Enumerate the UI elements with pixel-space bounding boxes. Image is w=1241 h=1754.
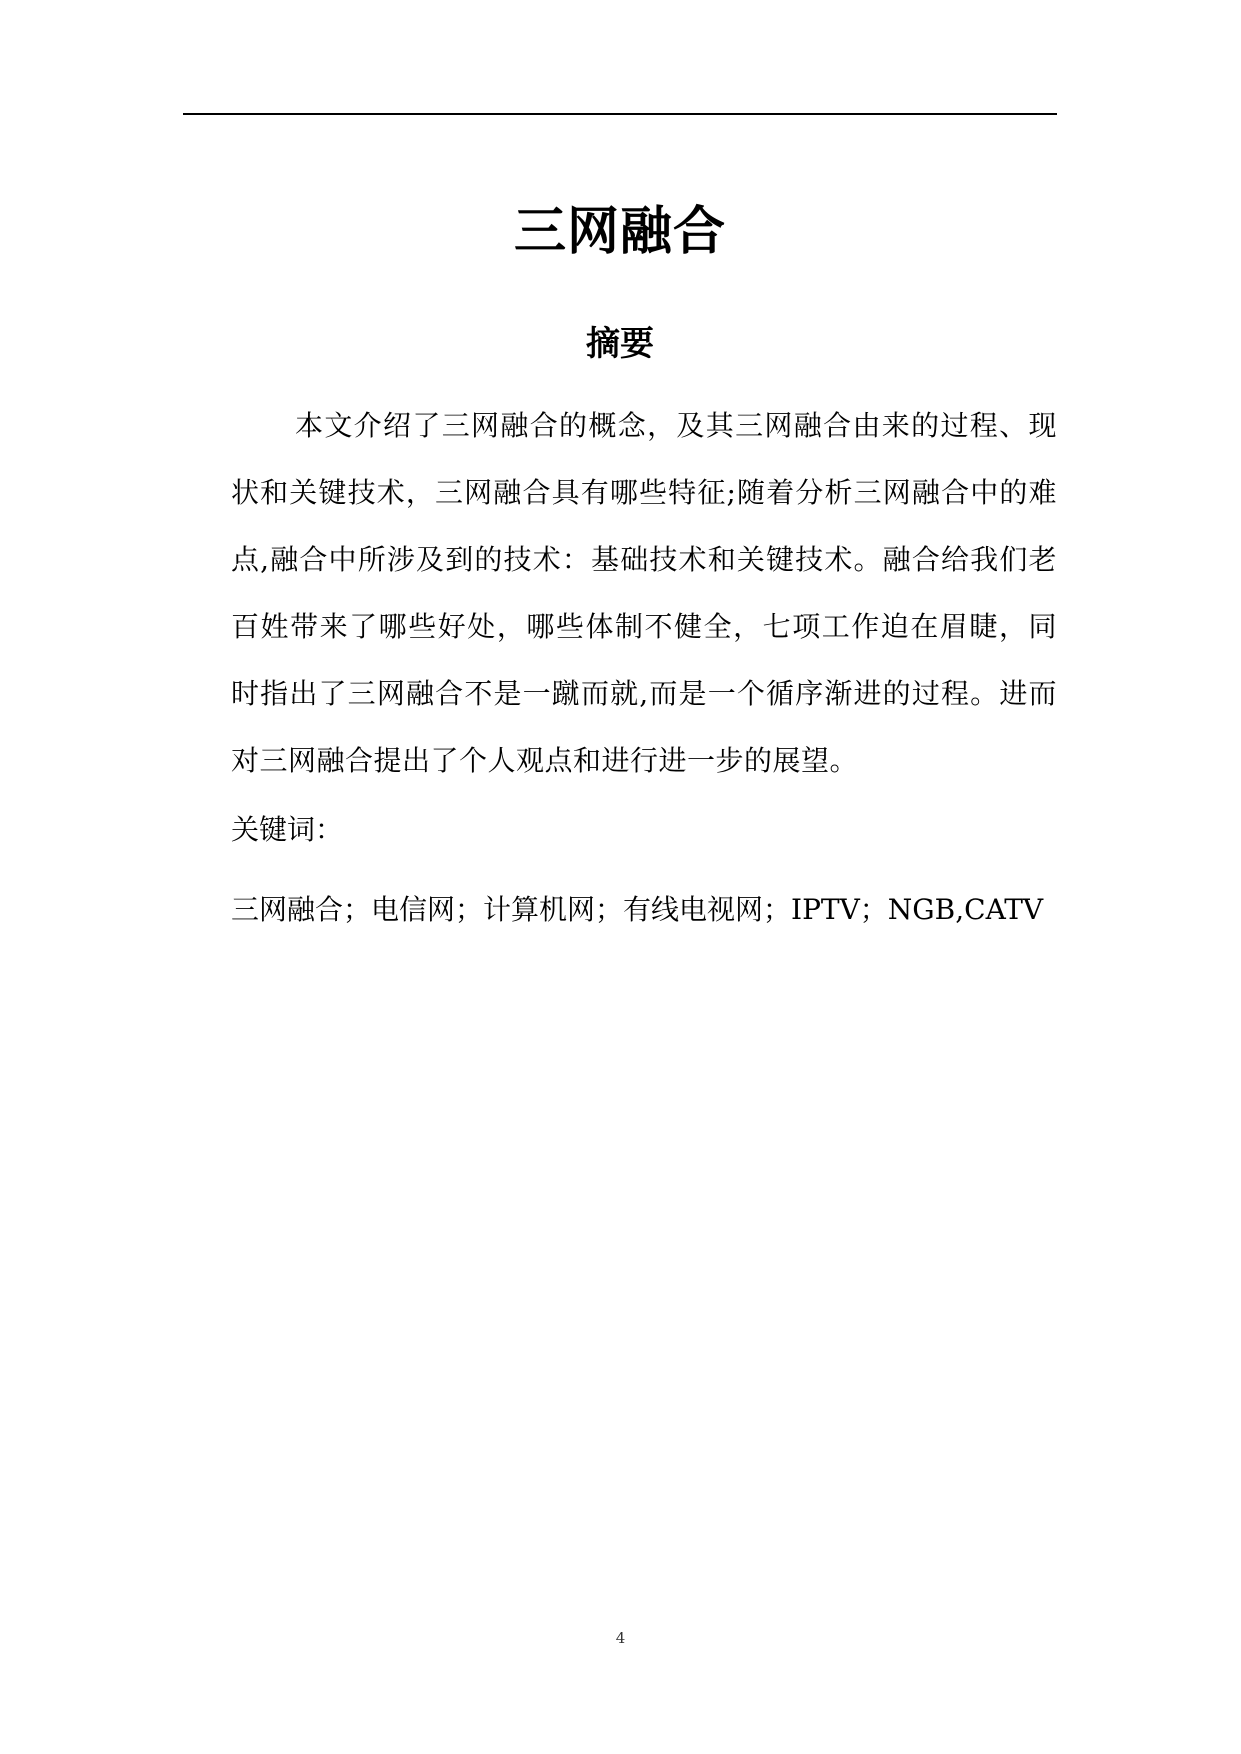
abstract-paragraph: 本文介绍了三网融合的概念，及其三网融合由来的过程、现状和关键技术，三网融合具有哪些特征;随着分析三网融合中的难点,融合中所涉及到的技术：基础技术和关键技术。融合给我们老百姓带来了哪些好处，哪些体制不健全，七项工作迫在眉睫，同时指出了三网融合不是一蹴而就,而是一个循序渐进的过程。进而对三网融合提出了个人观点和进行进一步的展望。 [231,409,1057,777]
document-title: 三网融合 [513,202,726,262]
header-rule [183,113,1057,115]
keywords-list: 三网融合；电信网；计算机网；有线电视网；IPTV；NGB,CATV [231,893,1044,926]
page-number: 4 [615,1629,626,1647]
abstract-heading: 摘要 [586,324,654,364]
keywords-label: 关键词： [231,813,344,846]
